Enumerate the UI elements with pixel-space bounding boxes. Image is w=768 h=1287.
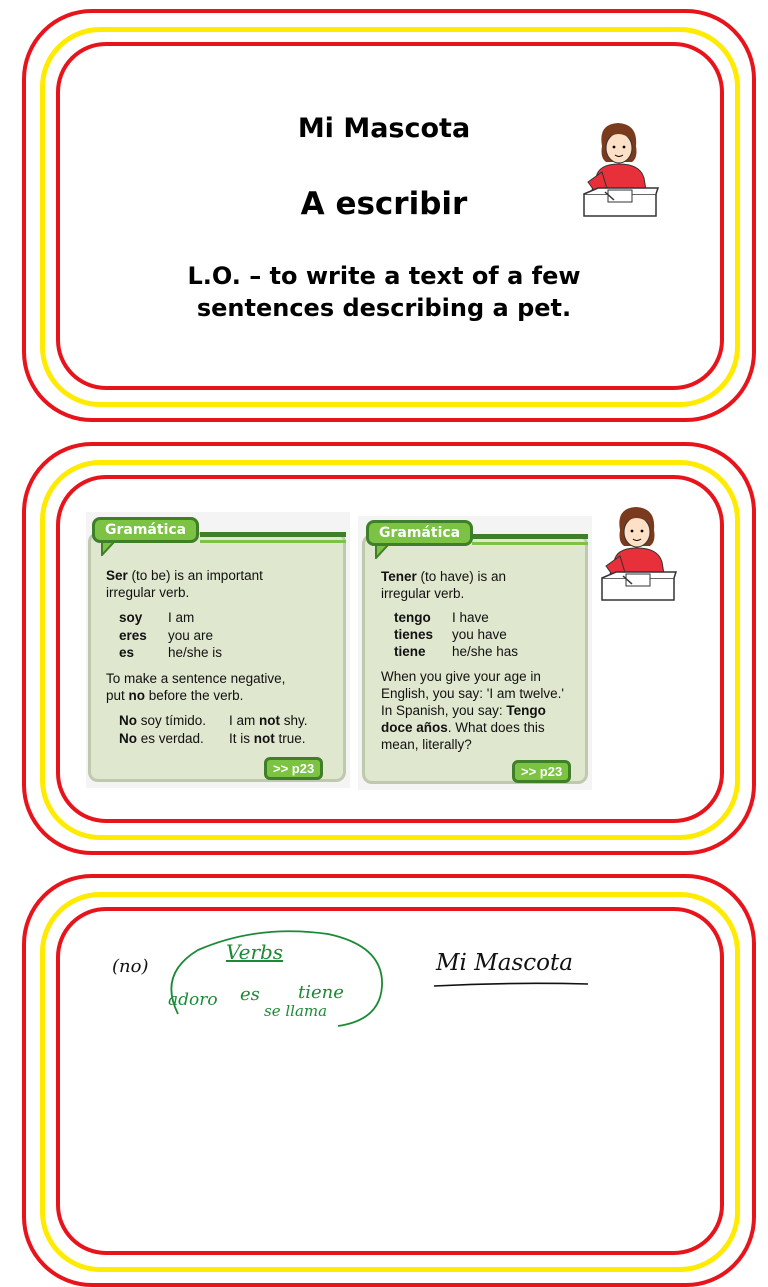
ser-meaning-es: he/she is (168, 645, 223, 660)
page-ref-button-left[interactable]: >> p23 (264, 757, 323, 780)
tener-form-tiene: tiene (394, 644, 426, 659)
negative-example-2-en: It is not true. (229, 731, 306, 746)
negative-rule: To make a sentence negative, put no before the verb. (106, 671, 286, 703)
speech-tail-left (100, 542, 116, 556)
ser-form-soy: soy (119, 610, 143, 625)
handwritten-title: Mi Mascota (436, 950, 573, 976)
negative-example-2-es: No es verdad. (119, 731, 204, 746)
ser-form-es: es (119, 645, 135, 660)
learning-objective-line1: L.O. – to write a text of a few (187, 262, 581, 290)
grammar-card-left-header-rule2 (200, 540, 346, 543)
negative-example-1-en: I am not shy. (229, 713, 308, 728)
ser-meaning-soy: I am (168, 610, 195, 625)
tener-form-tienes: tienes (394, 627, 434, 642)
slide1-subtitle: A escribir (300, 186, 468, 222)
grammar-tab-right: Gramática (366, 520, 473, 546)
page-ref-button-right[interactable]: >> p23 (512, 760, 571, 783)
handwritten-verb-se-llama: se llama (264, 1002, 328, 1020)
ser-meaning-eres: you are (168, 628, 214, 643)
grammar-card-left-header-rule (200, 532, 346, 537)
negative-example-1-es: No soy tímido. (119, 713, 207, 728)
speech-tail-right (374, 545, 390, 559)
slide1-title: Mi Mascota (297, 113, 471, 144)
grammar-card-right-header-rule2 (472, 542, 588, 545)
tener-meaning-tengo: I have (452, 610, 489, 625)
title-underline (432, 980, 592, 990)
handwritten-verb-adoro: adoro (168, 990, 218, 1010)
learning-objective-line2: sentences describing a pet. (196, 294, 572, 322)
slide3-inner-border (56, 907, 724, 1255)
ser-intro: Ser (to be) is an important irregular verb. (106, 568, 263, 600)
ser-form-eres: eres (119, 628, 147, 643)
tener-form-tengo: tengo (394, 610, 431, 625)
age-explanation: When you give your age in English, you say: 'I am twelve.' In Spanish, you say: Tengo doce años. What does this mean, literally? (381, 669, 564, 752)
tener-intro: Tener (to have) is an irregular verb. (381, 569, 507, 601)
girl-writing-icon (578, 120, 660, 226)
handwritten-verbs-label: Verbs (226, 940, 284, 964)
tener-meaning-tienes: you have (452, 627, 507, 642)
handwritten-verb-tiene: tiene (298, 982, 344, 1003)
girl-writing-icon (596, 500, 678, 614)
handwritten-verb-es: es (240, 984, 260, 1005)
tener-meaning-tiene: he/she has (452, 644, 519, 659)
grammar-tab-left: Gramática (92, 517, 199, 543)
handwritten-no: (no) (112, 956, 149, 977)
grammar-card-right-header-rule (472, 534, 588, 539)
